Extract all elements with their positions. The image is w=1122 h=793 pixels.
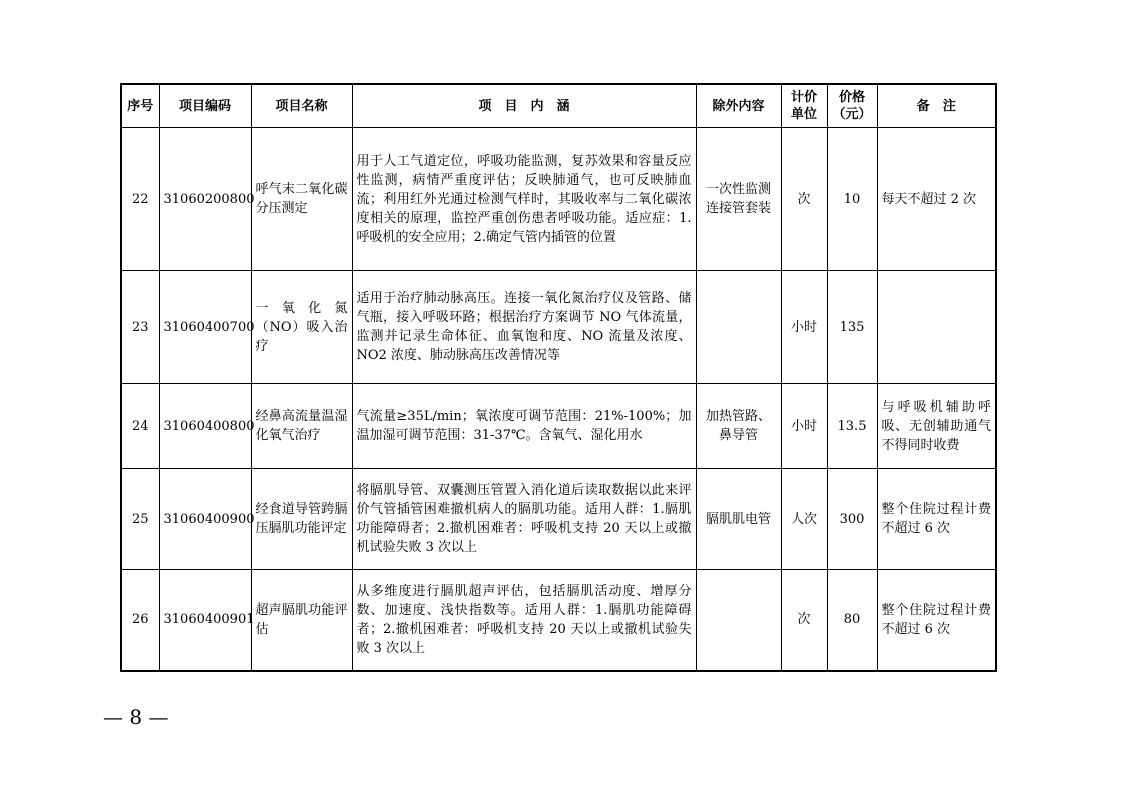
header-unit: 计价单位 — [781, 84, 827, 128]
cell-exclusion — [696, 271, 781, 384]
fee-schedule-table — [120, 83, 997, 672]
cell-code: 31060400900 — [159, 469, 251, 570]
cell-remark: 每天不超过 2 次 — [877, 128, 996, 271]
cell-exclusion: 一次性监测连接管套装 — [696, 128, 781, 271]
cell-name: 经鼻高流量温湿化氧气治疗 — [251, 384, 352, 469]
cell-remark — [877, 271, 996, 384]
cell-seq: 24 — [121, 384, 159, 469]
cell-seq: 22 — [121, 128, 159, 271]
header-code: 项目编码 — [159, 84, 251, 128]
cell-exclusion: 膈肌肌电管 — [696, 469, 781, 570]
cell-code: 31060200800 — [159, 128, 251, 271]
cell-content: 从多维度进行膈肌超声评估，包括膈肌活动度、增厚分数、加速度、浅快指数等。适用人群：1.膈肌功能障碍者；2.撤机困难者：呼吸机支持 20 天以上或撤机试验失败 3 次以上 — [352, 570, 696, 671]
table-row — [121, 271, 996, 384]
cell-remark: 整个住院过程计费不超过 6 次 — [877, 570, 996, 671]
cell-seq: 25 — [121, 469, 159, 570]
cell-remark: 与呼吸机辅助呼吸、无创辅助通气不得同时收费 — [877, 384, 996, 469]
page-number: — 8 — — [103, 705, 169, 729]
cell-exclusion: 加热管路、鼻导管 — [696, 384, 781, 469]
cell-name: 经食道导管跨膈压膈肌功能评定 — [251, 469, 352, 570]
cell-code: 31060400800 — [159, 384, 251, 469]
header-seq: 序号 — [121, 84, 159, 128]
table-row — [121, 469, 996, 570]
header-exclusion: 除外内容 — [696, 84, 781, 128]
header-remark: 备 注 — [877, 84, 996, 128]
cell-name: 超声膈肌功能评估 — [251, 570, 352, 671]
header-row — [121, 84, 996, 128]
table-row — [121, 384, 996, 469]
cell-code: 31060400901 — [159, 570, 251, 671]
header-name: 项目名称 — [251, 84, 352, 128]
cell-price: 135 — [827, 271, 877, 384]
cell-price: 80 — [827, 570, 877, 671]
cell-exclusion — [696, 570, 781, 671]
header-content: 项 目 内 涵 — [352, 84, 696, 128]
cell-unit: 小时 — [781, 271, 827, 384]
cell-content: 用于人工气道定位，呼吸功能监测，复苏效果和容量反应性监测，病情严重度评估；反映肺通气，也可反映肺血流；利用红外光通过检测气样时，其吸收率与二氧化碳浓度相关的原理，监控严重创伤患者呼吸功能。适应症：1.呼吸机的安全应用；2.确定气管内插管的位置 — [352, 128, 696, 271]
cell-seq: 26 — [121, 570, 159, 671]
cell-price: 10 — [827, 128, 877, 271]
cell-name: 一氧化氮（NO）吸入治疗 — [251, 271, 352, 384]
table-row — [121, 128, 996, 271]
cell-name: 呼气末二氧化碳分压测定 — [251, 128, 352, 271]
cell-price: 13.5 — [827, 384, 877, 469]
cell-unit: 人次 — [781, 469, 827, 570]
table-row — [121, 570, 996, 671]
cell-content: 将膈肌导管、双囊测压管置入消化道后读取数据以此来评价气管插管困难撤机病人的膈肌功能。适用人群：1.膈肌功能障碍者；2.撤机困难者：呼吸机支持 20 天以上或撤机试验失败 3 次以上 — [352, 469, 696, 570]
cell-remark: 整个住院过程计费不超过 6 次 — [877, 469, 996, 570]
header-price: 价格（元） — [827, 84, 877, 128]
cell-content: 气流量≥35L/min；氧浓度可调节范围：21%-100%；加温加湿可调节范围：31-37℃。含氧气、湿化用水 — [352, 384, 696, 469]
cell-content: 适用于治疗肺动脉高压。连接一氧化氮治疗仪及管路、储气瓶，接入呼吸环路；根据治疗方案调节 NO 气体流量，监测并记录生命体征、血氧饱和度、NO 流量及浓度、NO2 浓度、肺动脉高压改善情况等 — [352, 271, 696, 384]
cell-code: 31060400700 — [159, 271, 251, 384]
cell-unit: 次 — [781, 128, 827, 271]
cell-price: 300 — [827, 469, 877, 570]
cell-unit: 小时 — [781, 384, 827, 469]
cell-unit: 次 — [781, 570, 827, 671]
cell-seq: 23 — [121, 271, 159, 384]
